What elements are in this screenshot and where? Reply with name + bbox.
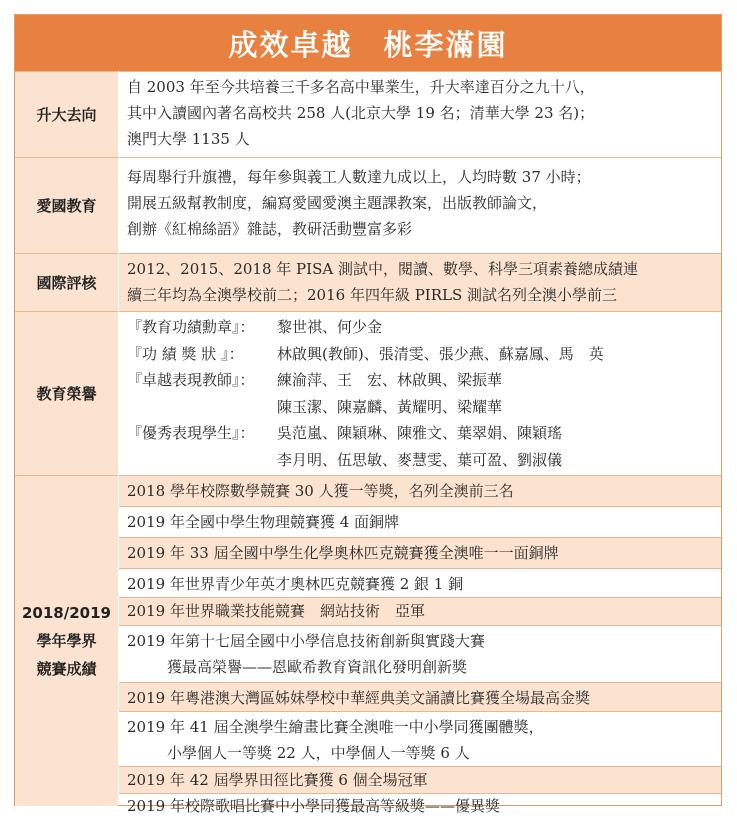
honor-title: 『功 績 獎 狀 』：: [127, 344, 244, 363]
honor-row: [127, 394, 721, 421]
honor-row: [127, 367, 721, 394]
honor-names: 林啟興(教師)、張清雯、張少燕、蘇嘉鳳、馬 英: [277, 344, 604, 363]
competitions-label-line: 學年學界: [36, 632, 97, 650]
table-header: [15, 15, 721, 71]
honor-names: 黎世祺、何少金: [277, 318, 383, 336]
international-line: 續三年均為全澳學校前二；2016 年四年級 PIRLS 測試名列全澳小學前三: [127, 286, 618, 304]
label-graduation: 升大去向: [15, 71, 118, 157]
honor-title: 『教育功績勳章』：: [127, 318, 255, 336]
competition-item: 2019 年校際歌唱比賽中小學同獲最高等級獎——優異獎: [119, 793, 721, 806]
international-content: [119, 253, 721, 311]
competition-item: 2019 年世界職業技能競賽 網站技術 亞軍: [119, 597, 721, 625]
competition-item: 2018 學年校際數學競賽 30 人獲一等獎，名列全澳前三名: [119, 475, 721, 506]
competition-item: 2019 年粵港澳大灣區姊妹學校中華經典美文誦讀比賽獲全場最高金獎: [119, 682, 721, 711]
patriotic-line: 每周舉行升旗禮，每年參與義工人數達九成以上，人均時數 37 小時；: [127, 168, 591, 186]
honor-names: 陳玉潔、陳嘉麟、黃耀明、梁耀華: [277, 397, 503, 416]
graduation-line: 澳門大學 1135 人: [127, 130, 250, 148]
honor-row: [127, 314, 721, 341]
honor-names: 練渝萍、王 宏、林啟興、梁振華: [277, 371, 503, 389]
honor-row: [127, 341, 721, 368]
label-honors: 教育榮譽: [15, 311, 118, 475]
graduation-line: 其中入讀國內著名高校共 258 人(北京大學 19 名；清華大學 23 名)；: [127, 104, 595, 122]
honor-row: [127, 447, 721, 474]
competition-item: 2019 年全國中學生物理競賽獲 4 面銅牌: [119, 506, 721, 537]
competition-item: 2019 年 42 屆學界田徑比賽獲 6 個全場冠軍: [119, 766, 721, 793]
honors-content: [119, 311, 721, 475]
competition-item: 2019 年世界青少年英才奧林匹克競賽獲 2 銀 1 銅: [119, 568, 721, 597]
honor-title: 『優秀表現學生』：: [127, 424, 255, 442]
honor-names: 李月明、伍思敏、麥慧雯、葉可盈、劉淑儀: [277, 450, 563, 469]
graduation-line: 自 2003 年至今共培養三千多名高中畢業生，升大率達百分之九十八，: [127, 78, 595, 96]
honor-title: 『卓越表現教師』：: [127, 371, 255, 389]
competition-item: 2019 年 41 屆全澳學生繪畫比賽全澳唯一中小學同獲團體獎， 小學個人一等獎 22 人，中學個人一等獎 6 人: [119, 711, 721, 766]
patriotic-line: 創辦《紅棉絲語》雜誌，教研活動豐富多彩: [127, 220, 413, 238]
honor-row: [127, 420, 721, 447]
patriotic-content: [119, 157, 721, 253]
honor-names: 吳范嵐、陳穎琳、陳雅文、葉翠娟、陳穎瑤: [277, 424, 563, 442]
achievements-table: [14, 14, 722, 815]
competitions-label-line: 競賽成績: [36, 660, 97, 678]
label-patriotic: 愛國教育: [15, 157, 118, 253]
competitions-label-line: 2018/2019: [22, 604, 111, 622]
competition-item: 2019 年 33 屆全國中學生化學奧林匹克競賽獲全澳唯一一面銅牌: [119, 537, 721, 568]
international-line: 2012、2015、2018 年 PISA 測試中，閱讀、數學、科學三項素養總成績連: [127, 260, 638, 278]
table-title: 成效卓越 桃李滿園: [228, 27, 508, 62]
competition-item: 2019 年第十七屆全國中小學信息技術創新與實踐大賽 獲最高榮譽——恩歐希教育資訊化發明創新獎: [119, 625, 721, 682]
label-competitions: [15, 475, 118, 806]
graduation-content: [119, 71, 721, 157]
patriotic-line: 開展五級幫教制度，編寫愛國愛澳主題課教案，出版教師論文，: [127, 194, 548, 212]
label-international: 國際評核: [15, 253, 118, 311]
